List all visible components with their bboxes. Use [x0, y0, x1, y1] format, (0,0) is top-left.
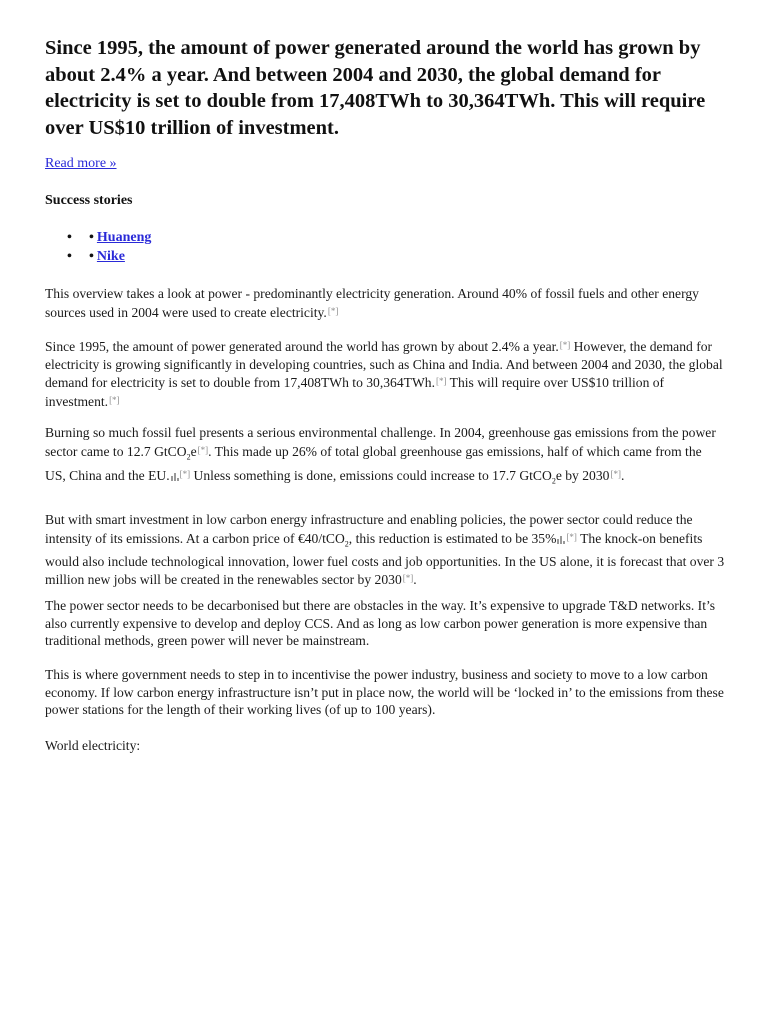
- paragraph-text: The power sector needs to be decarbonised but there are obstacles in the way. It’s expensive to upgrade T&D networks. It’s also currently expensive to develop and deploy CCS. And as long as low carbon power generation is more expensive than traditional methods, green power will never be mainstream.: [45, 598, 716, 648]
- chart-icon[interactable]: [171, 472, 179, 481]
- subscript: 2: [344, 539, 349, 549]
- paragraph-government: [45, 666, 725, 719]
- reference-link[interactable]: [*]: [435, 376, 447, 386]
- paragraph-emissions: [45, 424, 725, 490]
- paragraph-text: , this reduction is estimated to be 35%: [348, 530, 557, 546]
- paragraph-text: . This made up 26% of total global greenhouse gas emissions, half of which came from the US, China and the EU.: [45, 443, 702, 483]
- success-stories-list: [45, 228, 151, 266]
- paragraph-text: But with smart investment in low carbon energy infrastructure and enabling policies, the power sector could reduce the intensity of its emissions. At a carbon price of €40/tCO: [45, 512, 693, 546]
- reference-link[interactable]: [*]: [559, 340, 571, 350]
- bullet: •: [67, 249, 72, 264]
- bullet: •: [89, 230, 94, 245]
- reference-link[interactable]: [*]: [327, 305, 339, 316]
- paragraph-text: .: [413, 572, 417, 588]
- subscript: 2: [186, 452, 191, 462]
- paragraph-text: This overview takes a look at power - predominantly electricity generation. Around 40% of fossil fuels and other energy sources used in 2004 were used to create electricity.: [45, 286, 699, 320]
- reference-link[interactable]: [*]: [197, 444, 209, 455]
- paragraph-obstacles: [45, 597, 725, 650]
- paragraph-text: .: [620, 467, 625, 483]
- subscript: 2: [551, 476, 556, 486]
- success-stories-title: Success stories: [45, 193, 133, 208]
- reference-link[interactable]: [*]: [402, 573, 414, 584]
- paragraph-text: e: [190, 443, 197, 459]
- paragraph-text: However, the demand for electricity is growing significantly in developing countries, such as China and India. And between 2004 and 2030, the global demand for electricity is set to double from 17,408TWh to 30,364TWh.: [45, 339, 723, 390]
- list-item: [45, 228, 151, 247]
- paragraph-text: Since 1995, the amount of power generated around the world has grown by about 2.4% a year.: [45, 339, 559, 354]
- paragraph-world-electricity: [45, 737, 725, 755]
- reference-link[interactable]: [*]: [566, 531, 577, 542]
- paragraph-text: e by 2030: [555, 467, 610, 483]
- paragraph-overview: [45, 285, 725, 321]
- paragraph-investment: [45, 511, 725, 589]
- reference-link[interactable]: [*]: [179, 468, 191, 479]
- reference-link[interactable]: [*]: [610, 468, 621, 479]
- story-link-nike[interactable]: Nike: [96, 249, 125, 264]
- paragraph-text: Burning so much fossil fuel presents a serious environmental challenge. In 2004, greenhouse gas emissions from the power sector came to 12.7 GtCO: [45, 425, 716, 459]
- paragraph-text: This is where government needs to step in to incentivise the power industry, business and society to move to a low carbon economy. If low carbon energy infrastructure isn’t put in place now, the world will be ‘locked in’ to the emissions from these power stations for the length of their working lives (of up to 100 years).: [45, 667, 724, 717]
- paragraph-text: Unless something is done, emissions could increase to 17.7 GtCO: [190, 467, 552, 483]
- headline: Since 1995, the amount of power generated around the world has grown by about 2.4% a year. And between 2004 and 2030, the global demand for electricity is set to double from 17,408TWh to 30,364TWh. This will require over US$10 trillion of investment.: [45, 37, 706, 139]
- reference-link[interactable]: [*]: [109, 394, 120, 405]
- paragraph-text: The knock-on benefits would also include technological innovation, lower fuel costs and job opportunities. In the US alone, it is forecast that over 3 million new jobs will be created in the renewables sector by 2030: [45, 530, 725, 588]
- paragraph-growth: [45, 337, 725, 410]
- paragraph-text: This will require over US$10 trillion of investment.: [45, 375, 665, 409]
- bullet: •: [89, 249, 94, 264]
- bullet: •: [67, 230, 72, 245]
- story-link-huaneng[interactable]: Huaneng: [96, 230, 152, 245]
- list-item: [45, 247, 151, 266]
- read-more-link[interactable]: Read more »: [45, 156, 117, 171]
- chart-icon[interactable]: [557, 535, 565, 544]
- paragraph-text: World electricity:: [45, 738, 141, 753]
